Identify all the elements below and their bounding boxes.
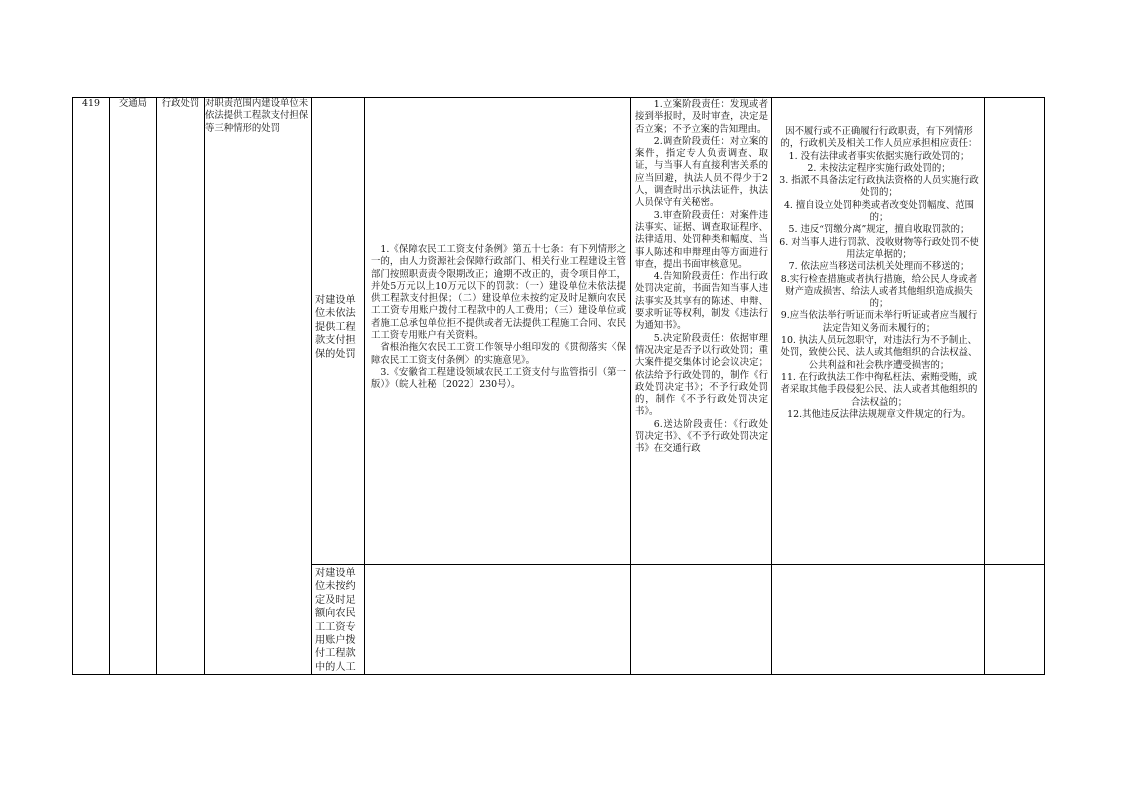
basis-paragraph: 省根治拖欠农民工工资工作领导小组印发的《贯彻落实〈保障农民工工资支付条例〉的实施意见》。	[371, 342, 626, 366]
power-type-cell: 行政处罚	[157, 98, 205, 675]
sub-item-cell	[312, 98, 365, 565]
basis-cell	[365, 98, 631, 565]
responsibility-item: 4.告知阶段责任：作出行政处罚决定前，书面告知当事人违法事实及其享有的陈述、申辩、要求听证等权利，制发《违法行为通知书》。	[635, 271, 768, 332]
responsibility-cell	[631, 98, 772, 565]
accountability-cell	[772, 98, 985, 565]
accountability-item: 3. 指派不具备法定行政执法资格的人员实施行政处罚的；	[779, 175, 979, 199]
table-row	[73, 98, 1045, 565]
accountability-cell	[772, 565, 985, 675]
sub-item-cell	[312, 565, 365, 675]
responsibility-item: 5.决定阶段责任：依据审理情况决定是否予以行政处罚；重大案件提交集体讨论会议决定；依法给予行政处罚的，制作《行政处罚决定书》；不予行政处罚的，制作《不予行政处罚决定书》。	[635, 332, 768, 418]
sub-item-text: 对建设单位未依法提供工程款支付担保的处罚	[315, 295, 356, 360]
responsibility-item: 6.送达阶段责任：《行政处罚决定书》、《不予行政处罚决定书》在交通行政	[635, 418, 768, 455]
sub-item-text: 对建设单位未按约定及时足额向农民工工资专用账户拨付工程款中的人工	[315, 568, 356, 673]
accountability-intro: 因不履行或不正确履行行政职责，有下列情形的，行政机关及相关工作人员应承担相应责任：	[780, 126, 978, 150]
responsibility-item: 2.调查阶段责任：对立案的案件，指定专人负责调查、取证，与当事人有直接利害关系的应当回避，执法人员不得少于2人，调查时出示执法证件，执法人员保守有关秘密。	[635, 135, 768, 209]
department-cell: 交通局	[110, 98, 157, 675]
power-list-table	[72, 97, 1045, 675]
remarks-cell	[985, 565, 1045, 675]
accountability-item: 5. 违反“罚缴分离”规定，擅自收取罚款的；	[788, 224, 970, 236]
accountability-item: 4. 擅自设立处罚种类或者改变处罚幅度、范围的；	[783, 199, 975, 224]
accountability-item: 12.其他违反法律法规规章文件规定的行为。	[787, 408, 971, 420]
row-number: 419	[73, 98, 110, 675]
power-cause-cell: 对职责范围内建设单位未依法提供工程款支付担保等三种情形的处罚	[205, 98, 312, 675]
accountability-item: 2. 未按法定程序实施行政处罚的；	[807, 162, 951, 174]
remarks-cell	[985, 98, 1045, 565]
accountability-item: 8.实行检查措施或者执行措施，给公民人身或者财产造成损害、给法人或者其他组织造成损失的；	[780, 273, 978, 310]
accountability-item: 10. 执法人员玩忽职守，对违法行为不予制止、处罚，致使公民、法人或其他组织的合法权益、公共利益和社会秩序遭受损害的；	[780, 335, 978, 371]
basis-paragraph: 3.《安徽省工程建设领域农民工工资支付与监管指引（第一版）》（皖人社秘〔2022〕230号）。	[371, 366, 626, 391]
responsibility-item: 3.审查阶段责任：对案件违法事实、证据、调查取证程序、法律适用、处罚种类和幅度、当事人陈述和申辩理由等方面进行审查，提出书面审核意见。	[635, 209, 768, 270]
accountability-item: 6. 对当事人进行罚款、没收财物等行政处罚不使用法定单据的；	[779, 236, 979, 260]
responsibility-item: 1.立案阶段责任：发现或者接到举报时，及时审查，决定是否立案；不予立案的告知理由。	[635, 99, 768, 135]
basis-paragraph: 1.《保障农民工工资支付条例》第五十七条：有下列情形之一的，由人力资源社会保障行政部门、相关行业工程建设主管部门按照职责责令限期改正；逾期不改正的，责令项目停工，并处5万元以上10万元以下的罚款：（一）建设单位未依法提供工程款支付担保；（二）建设单位未按约定及时足额向农民工工资专用账户拨付工程款中的人工费用；（三）建设单位或者施工总承包单位拒不提供或者无法提供工程施工合同、农民工工资专用账户有关资料。	[371, 244, 626, 342]
accountability-item: 7. 依法应当移送司法机关处理而不移送的；	[788, 261, 970, 273]
accountability-item: 11. 在行政执法工作中徇私枉法、索贿受贿，或者采取其他手段侵犯公民、法人或者其他组织的合法权益的；	[780, 371, 978, 408]
accountability-item: 9.应当依法举行听证而未举行听证或者应当履行法定告知义务而未履行的；	[780, 310, 978, 334]
responsibility-cell	[631, 565, 772, 675]
basis-cell	[365, 565, 631, 675]
accountability-item: 1. 没有法律或者事实依据实施行政处罚的；	[788, 150, 970, 162]
